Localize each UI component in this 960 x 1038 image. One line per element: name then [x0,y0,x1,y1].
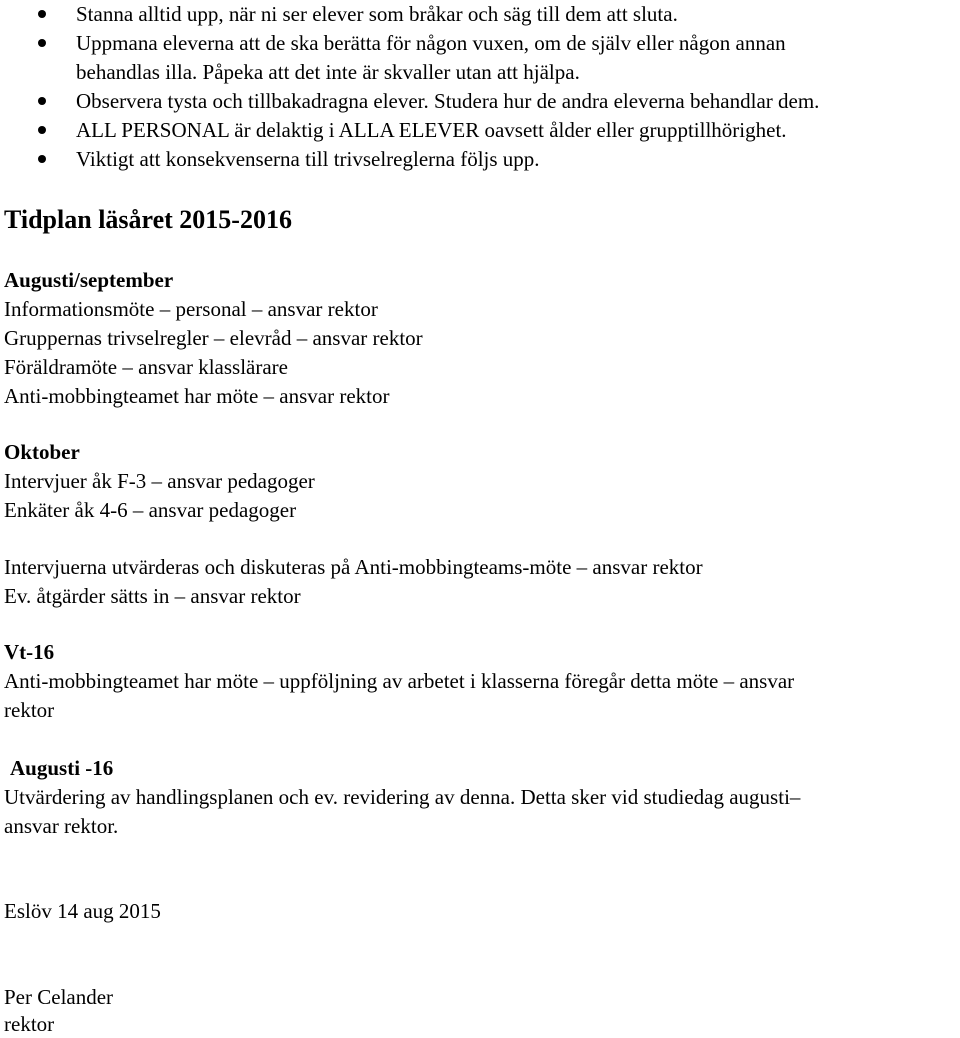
bullet-dot-icon [38,155,46,163]
schedule-line: Ev. åtgärder sätts in – ansvar rektor [4,584,301,608]
schedule-line: Informationsmöte – personal – ansvar rektor [4,297,378,321]
bullet-item [0,145,960,174]
signature-place-date: Eslöv 14 aug 2015 [4,899,161,923]
schedule-line: Föräldramöte – ansvar klasslärare [4,355,288,379]
bullet-item [0,87,960,116]
section-heading-aug-sep: Augusti/september [4,268,174,292]
bullet-text: Stanna alltid upp, när ni ser elever som bråkar och säg till dem att sluta. [76,2,678,26]
section-heading-october: Oktober [4,440,80,464]
bullet-dot-icon [38,39,46,47]
bullet-item [0,0,960,29]
schedule-title: Tidplan läsåret 2015-2016 [4,205,292,234]
schedule-line: Utvärdering av handlingsplanen och ev. revidering av denna. Detta sker vid studiedag augusti– [4,785,801,809]
bullet-dot-icon [38,10,46,18]
section-heading-aug16: Augusti -16 [10,756,114,780]
schedule-line: ansvar rektor. [4,814,119,838]
bullet-item [0,116,960,145]
schedule-line: Anti-mobbingteamet har möte – ansvar rektor [4,384,390,408]
bullet-dot-icon [38,97,46,105]
schedule-line: Anti-mobbingteamet har möte – uppföljning av arbetet i klasserna föregår detta möte – ansvar [4,669,795,693]
bullet-continuation [0,58,960,87]
schedule-line: Intervjuer åk F-3 – ansvar pedagoger [4,469,315,493]
schedule-line: Gruppernas trivselregler – elevråd – ansvar rektor [4,326,423,350]
schedule-line: Enkäter åk 4-6 – ansvar pedagoger [4,498,297,522]
section-heading-vt16: Vt-16 [4,640,55,664]
bullet-text: ALL PERSONAL är delaktig i ALLA ELEVER oavsett ålder eller grupptillhörighet. [76,118,787,142]
bullet-item [0,29,960,58]
bullet-dot-icon [38,126,46,134]
bullet-text: Viktigt att konsekvenserna till trivselreglerna följs upp. [76,147,540,171]
schedule-line: Intervjuerna utvärderas och diskuteras på Anti-mobbingteams-möte – ansvar rektor [4,555,703,579]
bullet-text: Observera tysta och tillbakadragna elever. Studera hur de andra eleverna behandlar dem. [76,89,820,113]
bullet-text: Uppmana eleverna att de ska berätta för någon vuxen, om de själv eller någon annan [76,31,786,55]
signature-name: Per Celander [4,985,114,1009]
schedule-line: rektor [4,698,55,722]
signature-title: rektor [4,1012,55,1036]
bullet-text: behandlas illa. Påpeka att det inte är skvaller utan att hjälpa. [76,60,580,84]
